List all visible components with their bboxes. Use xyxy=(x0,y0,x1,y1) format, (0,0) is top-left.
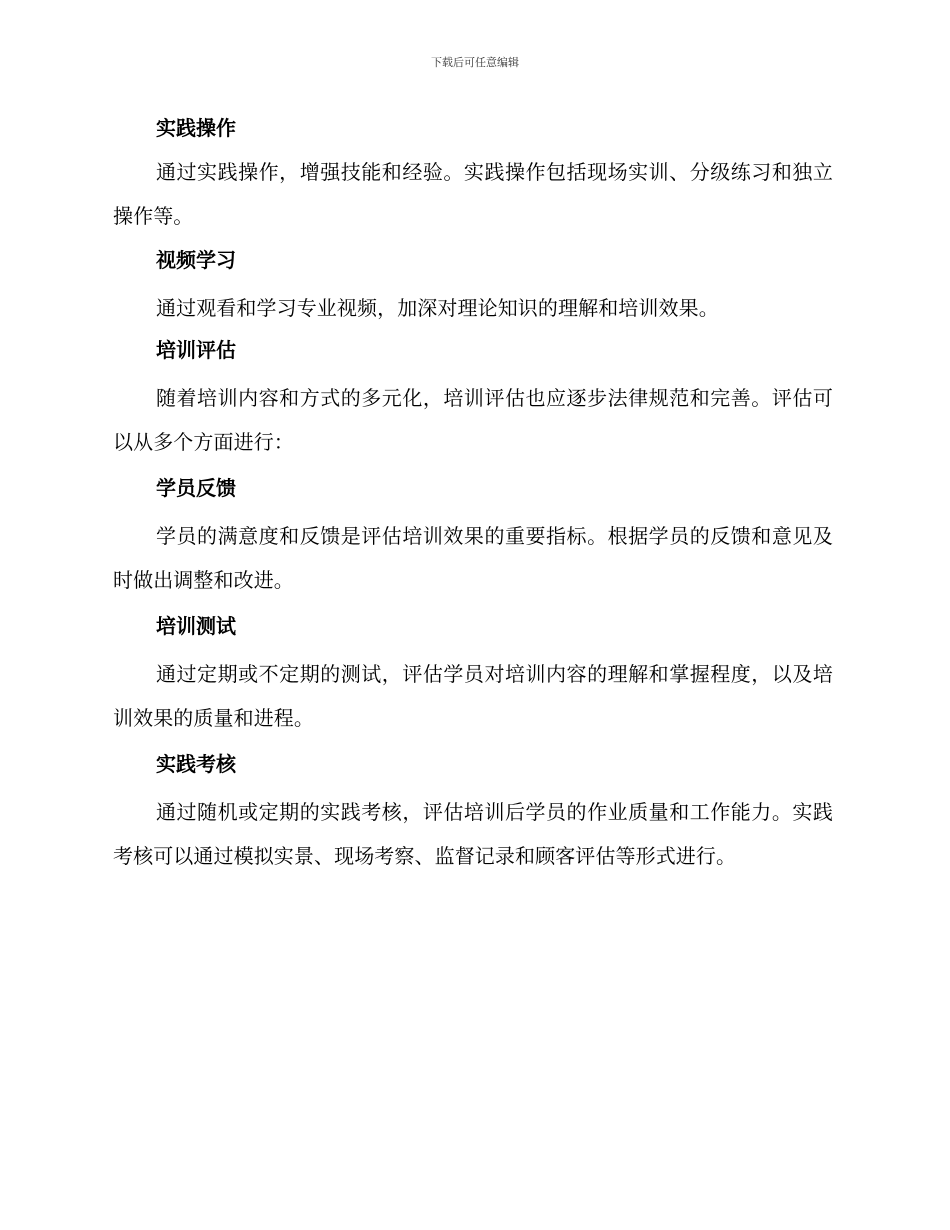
page-header: 下载后可任意编辑 xyxy=(431,56,519,69)
section-title-practical-assessment: 实践考核 xyxy=(156,752,236,776)
section-body-trainee-feedback: 学员的满意度和反馈是评估培训效果的重要指标。根据学员的反馈和意见及时做出调整和改进。 xyxy=(113,524,833,592)
section-body-training-test: 通过定期或不定期的测试，评估学员对培训内容的理解和掌握程度，以及培训效果的质量和进程。 xyxy=(113,662,833,730)
section-body-practical-assessment: 通过随机或定期的实践考核，评估培训后学员的作业质量和工作能力。实践考核可以通过模拟实景、现场考察、监督记录和顾客评估等形式进行。 xyxy=(113,800,833,868)
section-body-training-evaluation: 随着培训内容和方式的多元化，培训评估也应逐步法律规范和完善。评估可以从多个方面进行： xyxy=(113,386,833,454)
section-title-training-test: 培训测试 xyxy=(156,614,236,638)
section-title-video-learning: 视频学习 xyxy=(156,248,236,272)
section-title-practical-operation: 实践操作 xyxy=(156,116,236,140)
section-body-practical-operation: 通过实践操作，增强技能和经验。实践操作包括现场实训、分级练习和独立操作等。 xyxy=(113,160,833,228)
section-title-trainee-feedback: 学员反馈 xyxy=(156,476,236,500)
section-title-training-evaluation: 培训评估 xyxy=(156,338,236,362)
section-body-video-learning: 通过观看和学习专业视频，加深对理论知识的理解和培训效果。 xyxy=(156,296,719,320)
document-body xyxy=(113,112,833,878)
